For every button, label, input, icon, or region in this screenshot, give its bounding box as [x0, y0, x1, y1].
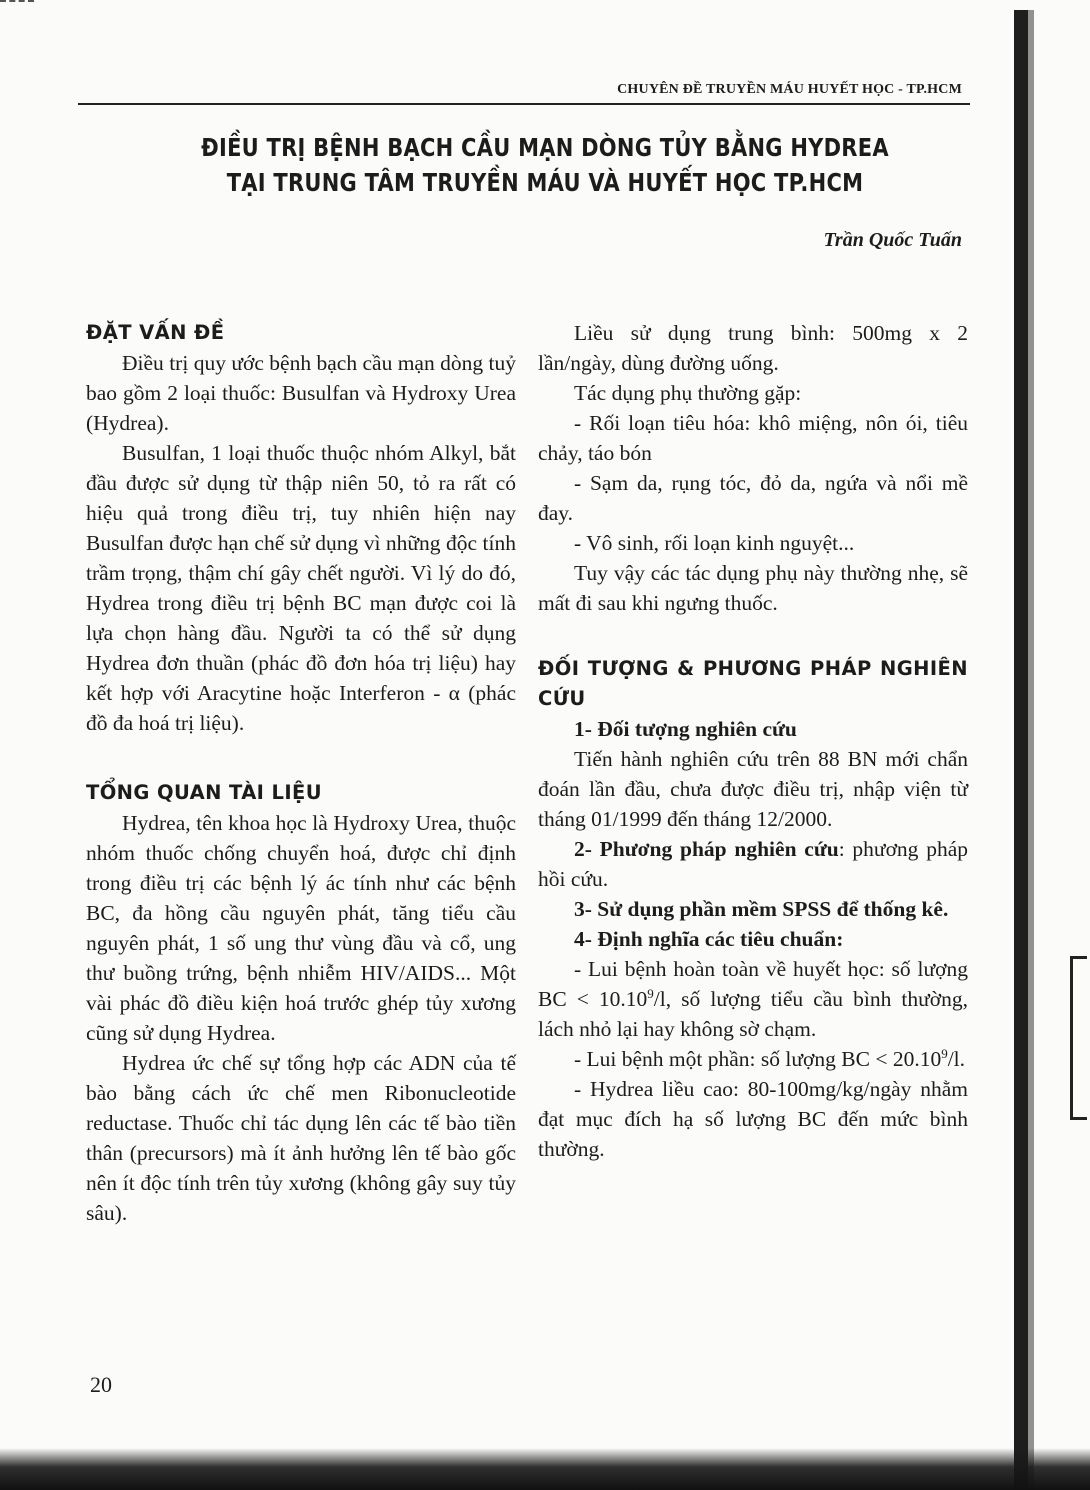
section-heading-literature-review: TỔNG QUAN TÀI LIỆU [86, 781, 322, 804]
subsection-title: 3- Sử dụng phần mềm SPSS để thống kê. [574, 897, 949, 921]
running-header: CHUYÊN ĐỀ TRUYỀN MÁU HUYẾT HỌC - TP.HCM [617, 82, 962, 97]
criteria-item: - Lui bệnh một phần: số lượng BC < $20.10^9/l$. [574, 1045, 966, 1071]
page-number: 20 [90, 1372, 112, 1397]
paragraph: Hydrea ức chế sự tổng hợp các ADN của tế bào bằng cách ức chế men Ribonucleotide reductase. Thuốc chỉ tác dụng lên các tế bào tiền thân (precursors) mà ít ảnh hưởng lên tế bào gốc nên ít độc tính trên tủy xương (không gây suy tủy sâu). [86, 1051, 516, 1225]
binding-shadow [1014, 10, 1028, 1490]
bottom-scan-shadow [0, 1448, 1090, 1490]
section-heading-introduction: ĐẶT VẤN ĐỀ [86, 321, 225, 344]
margin-bracket [1070, 956, 1087, 1120]
scan-edge-mark [0, 0, 34, 10]
criteria-item: - Lui bệnh hoàn toàn về huyết học: số lượng BC < $10.10^9/l$, số lượng tiểu cầu bình thường, lách nhỏ lại hay không sờ chạm. [538, 957, 968, 1041]
subsection-title: 4- Định nghĩa các tiêu chuẩn: [574, 927, 844, 951]
subsection-title: 1- Đối tượng nghiên cứu [574, 717, 797, 741]
paragraph: - Vô sinh, rối loạn kinh nguyệt... [574, 531, 855, 555]
section-heading-subjects-methods: ĐỐI TƯỢNG & PHƯƠNG PHÁP NGHIÊN CỨU [538, 657, 968, 710]
subsection-text: : phương pháp hồi cứu. [538, 837, 968, 891]
subsection-title: 2- Phương pháp nghiên cứu [574, 837, 839, 861]
paragraph: Tuy vậy các tác dụng phụ này thường nhẹ, sẽ mất đi sau khi ngưng thuốc. [538, 561, 968, 615]
right-column [538, 318, 968, 1164]
header-rule [78, 103, 970, 105]
paragraph: Busulfan, 1 loại thuốc thuộc nhóm Alkyl, bắt đầu được sử dụng từ thập niên 50, tỏ ra rất có hiệu quả trong điều trị, tuy nhiên hiện nay Busulfan được hạn chế sử dụng vì những độc tính trầm trọng, thậm chí gây chết người. Vì lý do đó, Hydrea trong điều trị bệnh BC mạn được coi là lựa chọn hàng đầu. Người ta có thể sử dụng Hydrea đơn thuần (phác đồ đơn hóa trị liệu) hay kết hợp với Aracytine hoặc Interferon - α (phác đồ đa hoá trị liệu). [86, 441, 516, 735]
paragraph: - Sạm da, rụng tóc, đỏ da, ngứa và nổi mề đay. [538, 471, 968, 525]
paragraph: Liều sử dụng trung bình: 500mg x 2 lần/ngày, dùng đường uống. [538, 321, 968, 375]
paragraph: Tác dụng phụ thường gặp: [574, 381, 802, 405]
paragraph: Hydrea, tên khoa học là Hydroxy Urea, thuộc nhóm thuốc chống chuyển hoá, được chỉ định trong điều trị các bệnh lý ác tính như các bệnh BC, đa hồng cầu nguyên phát, tăng tiểu cầu nguyên phát, 1 số ung thư vùng đầu và cổ, ung thư buồng trứng, bệnh nhiễm HIV/AIDS... Một vài phác đồ điều kiện hoá trước ghép tủy xương cũng sử dụng Hydrea. [86, 811, 516, 1045]
article-title-line-1: ĐIỀU TRỊ BỆNH BẠCH CẦU MẠN DÒNG TỦY BẰNG HYDREA [201, 133, 889, 162]
binding-shadow-soft [1028, 10, 1034, 1490]
paragraph [538, 834, 968, 894]
article-title-line-2: TẠI TRUNG TÂM TRUYỀN MÁU VÀ HUYẾT HỌC TP.HCM [226, 168, 864, 197]
criteria-item: - Hydrea liều cao: 80-100mg/kg/ngày nhằm đạt mục đích hạ số lượng BC đến mức bình thường. [538, 1077, 968, 1161]
author-name: Trần Quốc Tuấn [823, 229, 962, 251]
left-column [86, 318, 516, 1228]
paragraph: Tiến hành nghiên cứu trên 88 BN mới chẩn đoán lần đầu, chưa được điều trị, nhập viện từ tháng 01/1999 đến tháng 12/2000. [538, 747, 968, 831]
paragraph: Điều trị quy ước bệnh bạch cầu mạn dòng tuỷ bao gồm 2 loại thuốc: Busulfan và Hydroxy Urea (Hydrea). [86, 351, 516, 435]
paragraph: - Rối loạn tiêu hóa: khô miệng, nôn ói, tiêu chảy, táo bón [538, 411, 968, 465]
